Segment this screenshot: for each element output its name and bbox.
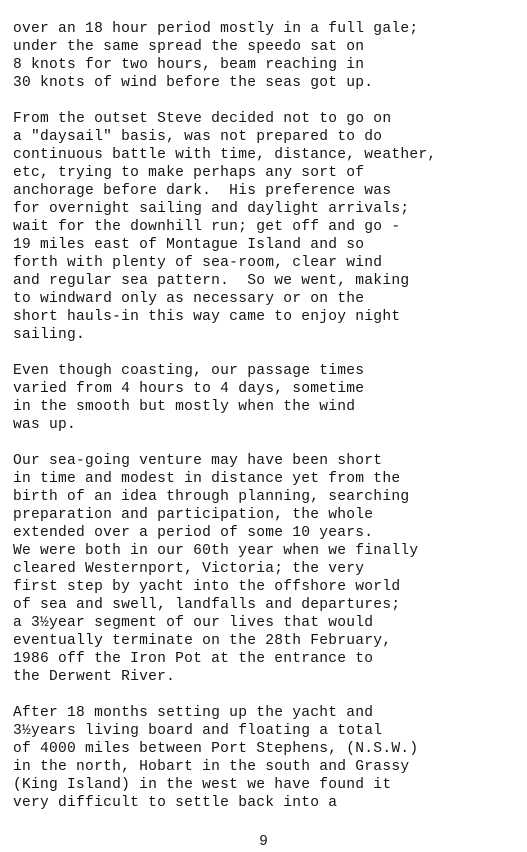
text-line: Even though coasting, our passage times [13,363,365,379]
text-line: for overnight sailing and daylight arrivals; [13,201,410,217]
text-line: After 18 months setting up the yacht and [13,705,374,721]
text-line: anchorage before dark. His preference was [13,183,392,199]
text-line: the Derwent River. [13,669,176,685]
paragraph-sailing-approach [13,110,436,344]
text-line: 3½years living board and floating a total [13,723,383,739]
text-line: cleared Westernport, Victoria; the very [13,561,365,577]
text-line: eventually terminate on the 28th February, [13,633,392,649]
text-line: We were both in our 60th year when we finally [13,543,419,559]
text-line: birth of an idea through planning, searching [13,489,410,505]
text-line: under the same spread the speedo sat on [13,39,365,55]
text-line: in time and modest in distance yet from the [13,471,401,487]
text-line: From the outset Steve decided not to go on [13,111,392,127]
text-line: short hauls-in this way came to enjoy night [13,309,401,325]
text-line: (King Island) in the west we have found it [13,777,392,793]
text-line: wait for the downhill run; get off and go - [13,219,401,235]
text-line: a 3½year segment of our lives that would [13,615,374,631]
text-line: over an 18 hour period mostly in a full gale; [13,21,419,37]
paragraph-settling-back [13,704,418,812]
text-line: was up. [13,417,77,433]
text-line: a "daysail" basis, was not prepared to do [13,129,383,145]
text-line: varied from 4 hours to 4 days, sometime [13,381,365,397]
text-line: Our sea-going venture may have been short [13,453,383,469]
text-line: of sea and swell, landfalls and departures; [13,597,401,613]
text-line: sailing. [13,327,86,343]
text-line: continuous battle with time, distance, weather, [13,147,437,163]
paragraph-sea-going-venture [13,452,418,686]
text-line: 30 knots of wind before the seas got up. [13,75,374,91]
text-line: in the smooth but mostly when the wind [13,399,356,415]
text-line: in the north, Hobart in the south and Grassy [13,759,410,775]
text-line: extended over a period of some 10 years. [13,525,374,541]
paragraph-passage-times [13,362,364,434]
page-number: 9 [259,834,268,850]
text-line: preparation and participation, the whole [13,507,374,523]
text-line: 8 knots for two hours, beam reaching in [13,57,365,73]
text-line: of 4000 miles between Port Stephens, (N.S.W.) [13,741,419,757]
text-line: 1986 off the Iron Pot at the entrance to [13,651,374,667]
text-line: very difficult to settle back into a [13,795,338,811]
text-line: forth with plenty of sea-room, clear wind [13,255,383,271]
text-line: first step by yacht into the offshore world [13,579,401,595]
text-line: to windward only as necessary or on the [13,291,365,307]
paragraph-gale-passage [13,20,418,92]
text-line: 19 miles east of Montague Island and so [13,237,365,253]
text-line: and regular sea pattern. So we went, making [13,273,410,289]
text-line: etc, trying to make perhaps any sort of [13,165,365,181]
